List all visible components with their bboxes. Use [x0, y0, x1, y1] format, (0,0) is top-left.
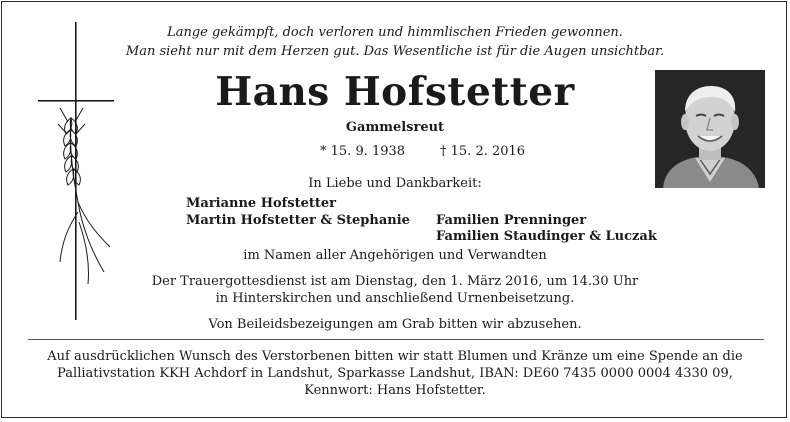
- donation-line-2: Palliativstation KKH Achdorf in Landshut, Sparkasse Landshut, IBAN: DE60 7435 0000 0004 4330 09,: [57, 366, 733, 381]
- deceased-name: Hans Hofstetter: [215, 69, 575, 115]
- behalf-line: im Namen aller Angehörigen und Verwandten: [243, 248, 547, 263]
- mourner-2: Martin Hofstetter & Stephanie: [186, 213, 410, 228]
- service-line-2: in Hinterskirchen und anschließend Urnenbeisetzung.: [215, 291, 575, 306]
- birth-date: * 15. 9. 1938: [320, 144, 406, 159]
- deceased-place: Gammelsreut: [345, 120, 445, 135]
- donation-line-1: Auf ausdrücklichen Wunsch des Verstorbenen bitten wir statt Blumen und Kränze um eine Spende an die: [47, 349, 743, 364]
- condolences-line: Von Beileidsbezeigungen am Grab bitten wir abzusehen.: [208, 317, 582, 332]
- quote-line-1: Lange gekämpft, doch verloren und himmlischen Frieden gewonnen.: [167, 25, 623, 40]
- obituary-notice: [1, 1, 787, 418]
- mourner-3: Familien Prenninger: [436, 213, 587, 228]
- service-line-1: Der Trauergottesdienst ist am Dienstag, den 1. März 2016, um 14.30 Uhr: [151, 274, 639, 289]
- mourner-1: Marianne Hofstetter: [186, 196, 336, 211]
- death-date: † 15. 2. 2016: [440, 144, 526, 159]
- portrait-photo: [655, 70, 765, 188]
- thanks-line: In Liebe und Dankbarkeit:: [308, 176, 482, 191]
- mourner-4: Familien Staudinger & Luczak: [436, 229, 657, 244]
- divider: [28, 339, 764, 340]
- donation-line-3: Kennwort: Hans Hofstetter.: [304, 383, 486, 398]
- quote-line-2: Man sieht nur mit dem Herzen gut. Das Wesentliche ist für die Augen unsichtbar.: [125, 44, 665, 59]
